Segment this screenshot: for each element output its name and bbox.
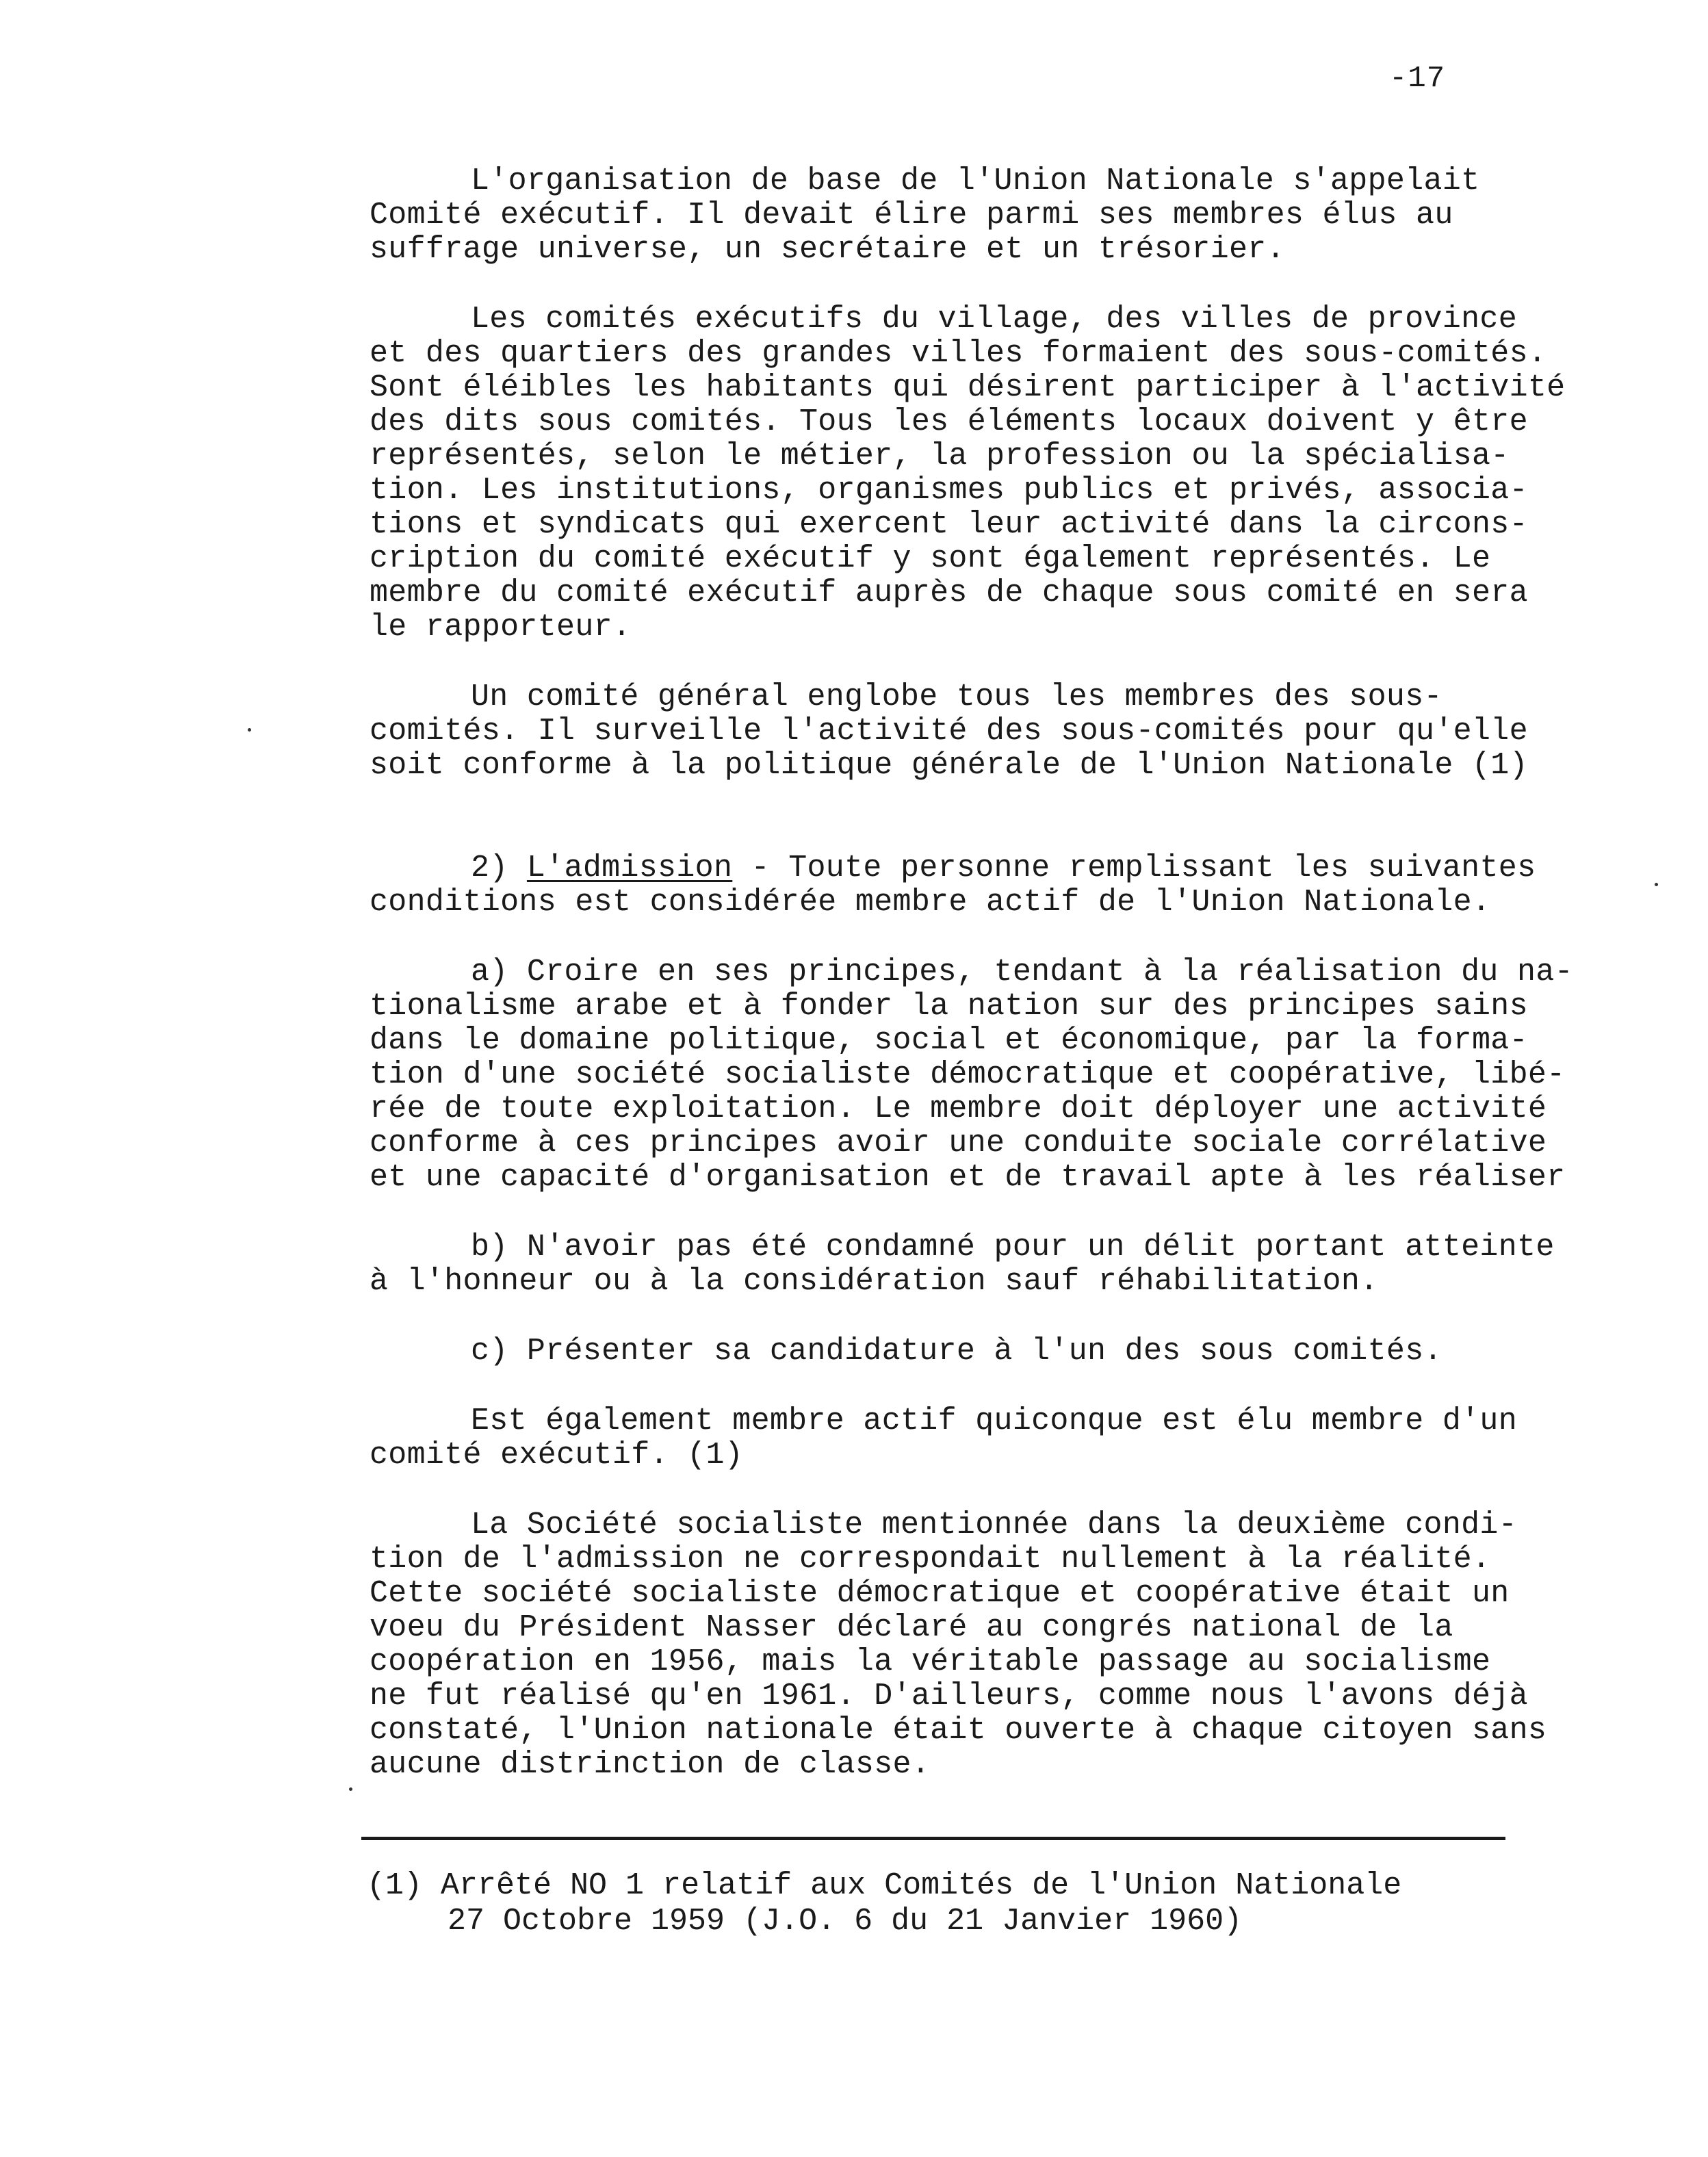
paragraph-comites-executifs	[370, 302, 1683, 645]
text-line: Comité exécutif. Il devait élire parmi ses membres élus au	[370, 198, 1453, 233]
text-span: - Toute personne remplissant les suivantes	[732, 851, 1536, 886]
text-line: c) Présenter sa candidature à l'un des sous comités.	[471, 1334, 1442, 1369]
text-line: voeu du Président Nasser déclaré au congrés national de la	[370, 1610, 1453, 1645]
text-line: tion. Les institutions, organismes publics et privés, associa-	[370, 473, 1528, 508]
paragraph-organisation	[370, 164, 1683, 267]
text-line: La Société socialiste mentionnée dans la deuxième condi-	[471, 1508, 1518, 1542]
paragraph-comite-general	[370, 680, 1683, 783]
text-line: Cette société socialiste démocratique et coopérative était un	[370, 1576, 1510, 1611]
scan-speck	[1655, 883, 1658, 886]
text-line: conditions est considérée membre actif de l'Union Nationale.	[370, 885, 1491, 920]
text-line: tions et syndicats qui exercent leur activité dans la circons-	[370, 507, 1528, 542]
text-line: et des quartiers des grandes villes formaient des sous-comités.	[370, 336, 1547, 371]
paragraph-membre-actif	[370, 1404, 1683, 1473]
text-line: ne fut réalisé qu'en 1961. D'ailleurs, comme nous l'avons déjà	[370, 1679, 1528, 1714]
text-line: rée de toute exploitation. Le membre doit déployer une activité	[370, 1092, 1547, 1126]
paragraph-admission	[370, 851, 1683, 920]
text-line: aucune distrinction de classe.	[370, 1747, 931, 1782]
paragraph-condition-a	[370, 955, 1683, 1195]
text-line: comités. Il surveille l'activité des sous-comités pour qu'elle	[370, 714, 1528, 749]
text-line: tion d'une société socialiste démocratique et coopérative, libé-	[370, 1057, 1566, 1092]
footnote-line: 27 Octobre 1959 (J.O. 6 du 21 Janvier 1960)	[448, 1904, 1243, 1939]
text-line: représentés, selon le métier, la profession ou la spécialisa-	[370, 439, 1510, 474]
text-line: Les comités exécutifs du village, des villes de province	[471, 302, 1518, 337]
text-line: le rapporteur.	[370, 610, 632, 645]
footnote-line: (1) Arrêté NO 1 relatif aux Comités de l'Union Nationale	[367, 1868, 1402, 1903]
section-heading-admission: L'admission	[526, 851, 733, 886]
text-line: Un comité général englobe tous les membres des sous-	[471, 680, 1442, 714]
text-line: tionalisme arabe et à fonder la nation sur des principes sains	[370, 989, 1528, 1024]
footnote-divider	[361, 1837, 1505, 1840]
text-line: Est également membre actif quiconque est élu membre d'un	[471, 1404, 1518, 1438]
text-line: a) Croire en ses principes, tendant à la réalisation du na-	[471, 955, 1573, 990]
text-line: membre du comité exécutif auprès de chaque sous comité en sera	[370, 576, 1528, 610]
section-number: 2)	[471, 851, 527, 886]
text-line: à l'honneur ou à la considération sauf réhabilitation.	[370, 1264, 1379, 1299]
text-line: et une capacité d'organisation et de travail apte à les réaliser	[370, 1160, 1566, 1195]
text-line: des dits sous comités. Tous les éléments locaux doivent y être	[370, 404, 1528, 439]
text-line: conforme à ces principes avoir une conduite sociale corrélative	[370, 1126, 1547, 1161]
page-number: -17	[1389, 62, 1446, 96]
text-line: dans le domaine politique, social et économique, par la forma-	[370, 1023, 1528, 1058]
text-line	[370, 851, 1683, 886]
text-line: suffrage universe, un secrétaire et un trésorier.	[370, 232, 1285, 267]
paragraph-condition-b	[370, 1230, 1683, 1299]
paragraph-societe-socialiste	[370, 1508, 1683, 1782]
text-line: constaté, l'Union nationale était ouverte à chaque citoyen sans	[370, 1713, 1547, 1748]
text-line: soit conforme à la politique générale de l'Union Nationale (1)	[370, 748, 1528, 783]
text-line: b) N'avoir pas été condamné pour un délit portant atteinte	[471, 1230, 1555, 1265]
text-line: tion de l'admission ne correspondait nullement à la réalité.	[370, 1542, 1491, 1577]
text-line: comité exécutif. (1)	[370, 1438, 744, 1473]
paragraph-condition-c	[370, 1334, 1683, 1369]
scan-speck	[349, 1787, 352, 1791]
text-line: coopération en 1956, mais la véritable passage au socialisme	[370, 1644, 1491, 1679]
text-line: Sont éléibles les habitants qui désirent participer à l'activité	[370, 370, 1566, 405]
text-line: L'organisation de base de l'Union Nationale s'appelait	[471, 164, 1480, 198]
scan-speck	[248, 728, 251, 732]
body-text	[370, 164, 1683, 1818]
text-line: cription du comité exécutif y sont également représentés. Le	[370, 541, 1491, 576]
footnote	[367, 1868, 1667, 1939]
